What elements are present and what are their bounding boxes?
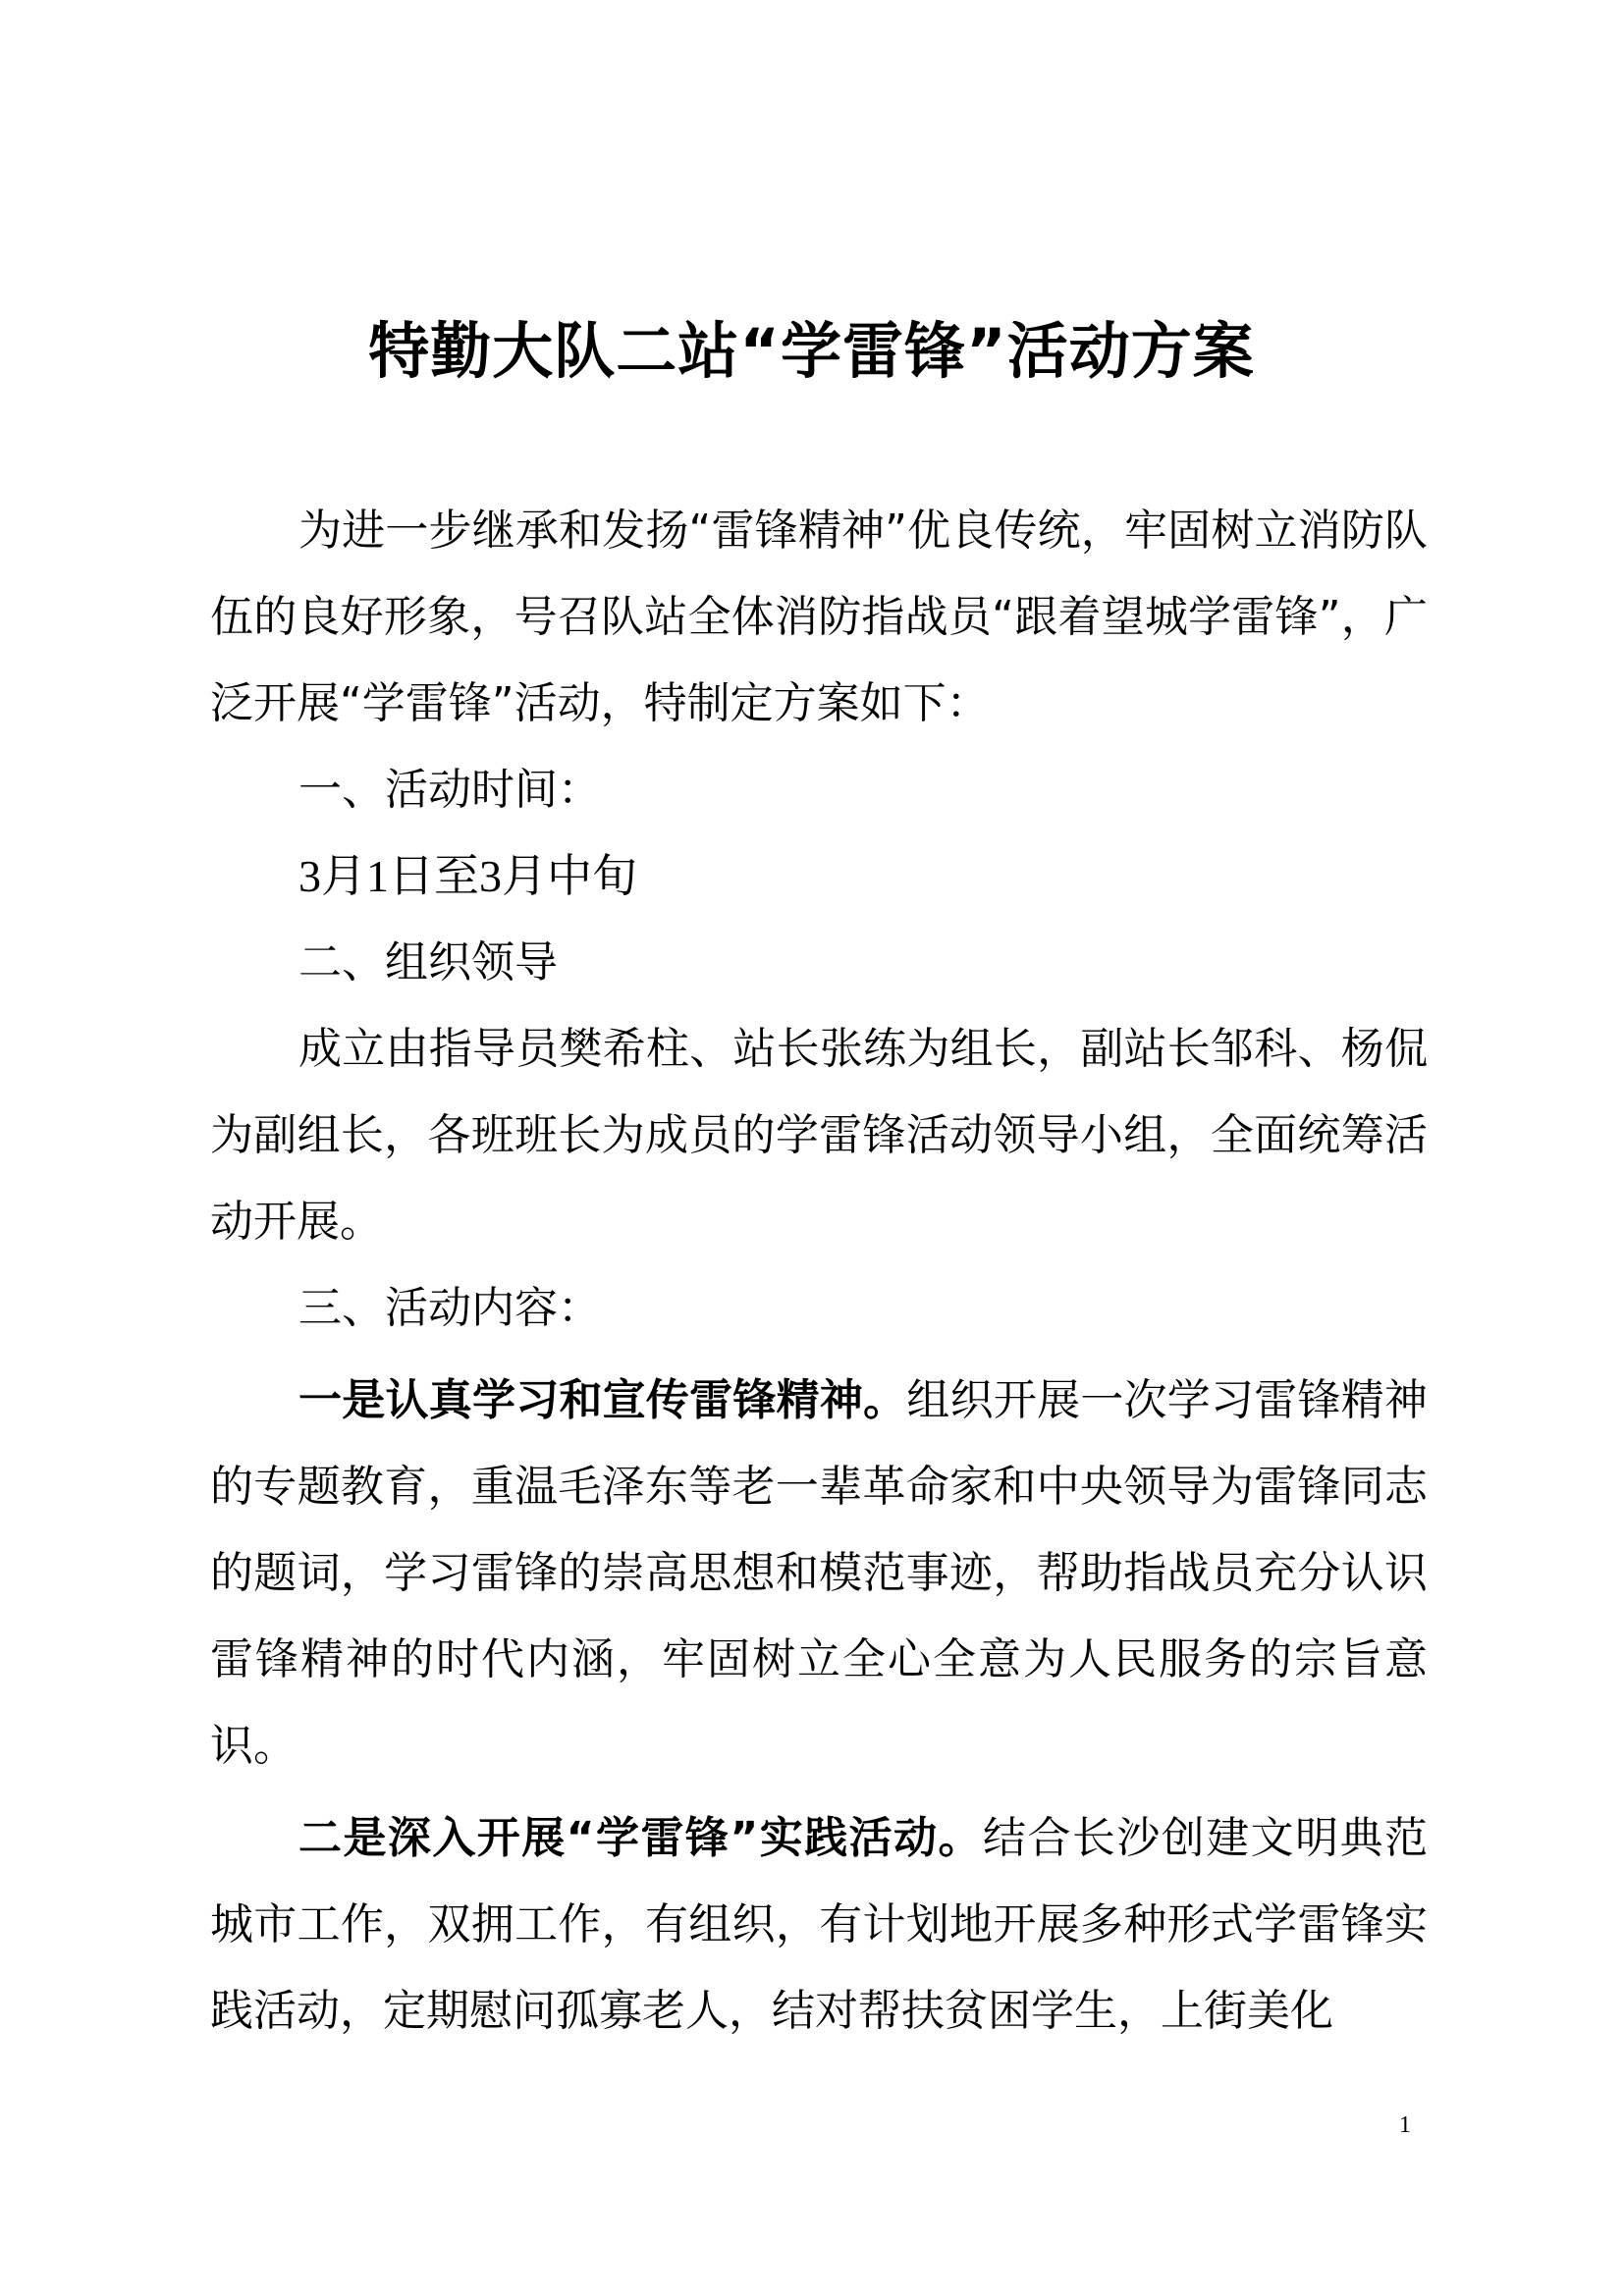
page-number: 1: [1399, 2112, 1411, 2138]
organization-paragraph: 成立由指导员樊希柱、站长张练为组长，副站长邹科、杨侃为副组长，各班班长为成员的学雷锋活动领导小组，全面统筹活动开展。: [210, 1024, 1428, 1247]
content-item-practice-text: 结合长沙创建文明典范城市工作，双拥工作，有组织，有计划地开展多种形式学雷锋实践活动，定期慰问孤寡老人，结对帮扶贫困学生，上街美化: [210, 1813, 1428, 2036]
content-item-study-text: 组织开展一次学习雷锋精神的专题教育，重温毛泽东等老一辈革命家和中央领导为雷锋同志的题词，学习雷锋的崇高思想和模范事迹，帮助指战员充分认识雷锋精神的时代内涵，牢固树立全心全意为人民服务的宗旨意识。: [210, 1375, 1428, 1771]
document-title: 特勤大队二站“学雷锋”活动方案: [368, 315, 1255, 387]
content-item-study: [210, 1358, 1428, 1789]
section-heading-organization: 二、组织领导: [298, 937, 558, 988]
content-item-practice: [210, 1795, 1428, 2055]
section-heading-activity-time: 一、活动时间：: [298, 765, 601, 815]
activity-time-text: 3月1日至3月中旬: [298, 851, 637, 901]
document-body: [210, 488, 1428, 2055]
intro-paragraph: 为进一步继承和发扬“雷锋精神”优良传统，牢固树立消防队伍的良好形象，号召队站全体消防指战员“跟着望城学雷锋”，广泛开展“学雷锋”活动，特制定方案如下：: [210, 506, 1428, 728]
content-item-study-lead: 一是认真学习和宣传雷锋精神。: [298, 1375, 907, 1425]
section-heading-activity-content: 三、活动内容：: [298, 1283, 601, 1333]
content-item-practice-lead: 二是深入开展“学雷锋”实践活动。: [298, 1813, 983, 1863]
